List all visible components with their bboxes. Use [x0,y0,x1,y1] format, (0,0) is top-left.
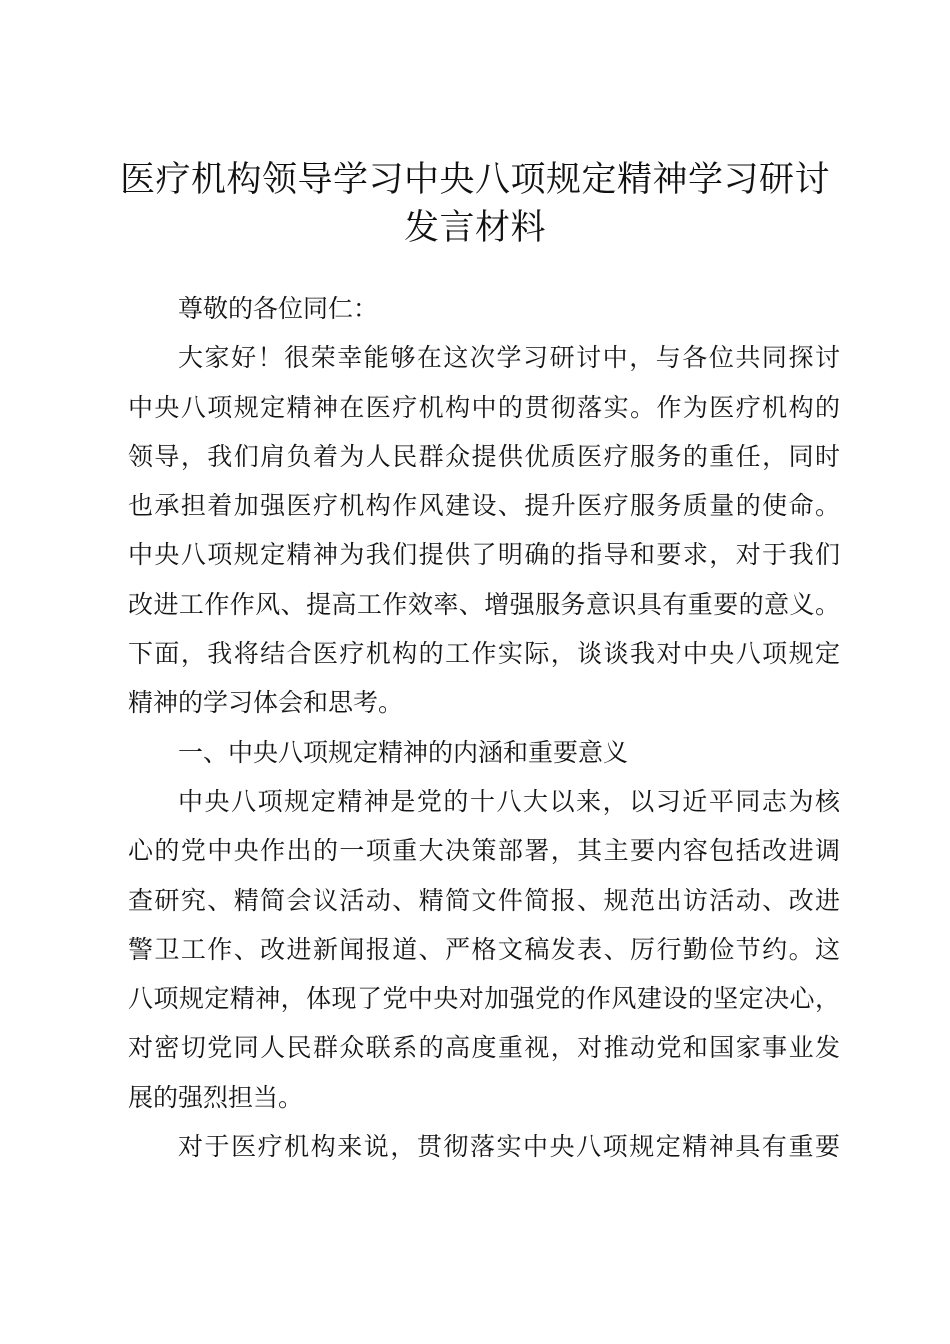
paragraph-line: 对于医疗机构来说，贯彻落实中央八项规定精神具有重要 [178,1132,840,1162]
paragraph-line: 展的强烈担当。 [128,1082,304,1112]
salutation-line: 尊敬的各位同仁： [178,294,379,323]
paragraph-line: 对密切党同人民群众联系的高度重视，对推动党和国家事业发 [128,1033,840,1063]
title-line-1: 医疗机构领导学习中央八项规定精神学习研讨 [119,160,830,200]
title-line-2: 发言材料 [403,208,546,248]
paragraph-line: 心的党中央作出的一项重大决策部署，其主要内容包括改进调 [128,836,840,866]
paragraph-line: 精神的学习体会和思考。 [128,688,404,718]
paragraph-line: 警卫工作、改进新闻报道、严格文稿发表、厉行勤俭节约。这 [128,934,840,964]
paragraph-line: 中央八项规定精神为我们提供了明确的指导和要求，对于我们 [128,540,840,570]
paragraph-line: 大家好！很荣幸能够在这次学习研讨中，与各位共同探讨 [178,343,840,373]
paragraph-line: 领导，我们肩负着为人民群众提供优质医疗服务的重任，同时 [128,441,840,471]
paragraph-line: 八项规定精神，体现了党中央对加强党的作风建设的坚定决心， [128,984,840,1014]
document-body [128,284,840,1171]
paragraph-line: 改进工作作风、提高工作效率、增强服务意识具有重要的意义。 [128,589,840,619]
paragraph-line: 中央八项规定精神是党的十八大以来，以习近平同志为核 [178,786,840,816]
paragraph-line: 查研究、精简会议活动、精简文件简报、规范出访活动、改进 [128,885,840,915]
section-heading: 一、中央八项规定精神的内涵和重要意义 [178,737,629,767]
paragraph-line: 下面，我将结合医疗机构的工作实际，谈谈我对中央八项规定 [128,639,840,669]
document-title [100,156,850,252]
paragraph-line: 也承担着加强医疗机构作风建设、提升医疗服务质量的使命。 [128,491,840,521]
paragraph-line: 中央八项规定精神在医疗机构中的贯彻落实。作为医疗机构的 [128,392,840,422]
